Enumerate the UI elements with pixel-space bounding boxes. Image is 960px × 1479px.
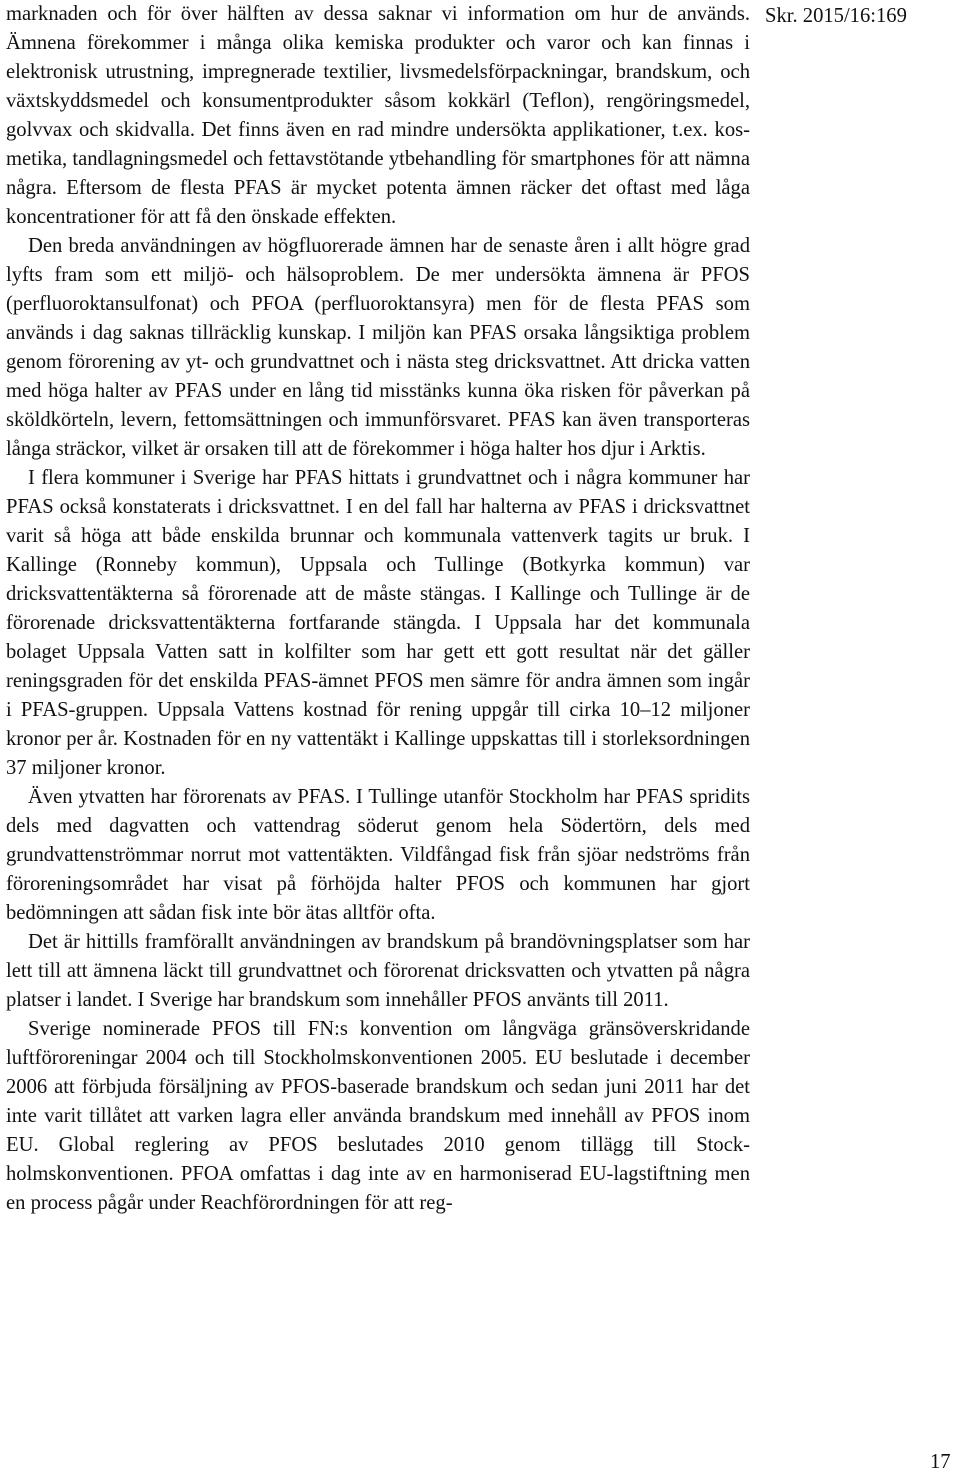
paragraph-2: Den breda användningen av högfluorerade ämnen har de senaste åren i allt högre grad lyfts fram som ett miljö- och hälsoproblem. De mer undersökta ämnena är PFOS (perfluoroktansulfonat) och PFOA (perfluoroktansyra) men för de flesta PFAS som används i dag saknas tillräcklig kunskap. I miljön kan PFAS orsaka långsiktiga problem genom förorening av yt- och grundvattnet och i nästa steg dricksvattnet. Att dricka vatten med höga halter av PFAS under en lång tid misstänks kunna öka risken för påverkan på sköldkörteln, levern, fettomsättningen och immunförsvaret. PFAS kan även transporteras långa sträckor, vilket är orsaken till att de förekommer i höga halter hos djur i Arktis. [6,235,750,460]
paragraph-4: Även ytvatten har förorenats av PFAS. I Tullinge utanför Stockholm har PFAS spridits dels med dagvatten och vattendrag söderut genom hela Södertörn, dels med grundvattenströmmar norrut mot vattentäkten. Vildfångad fisk från sjöar nedströms från föroreningsområdet har visat på förhöjda halter PFOS och kommunen har gjort bedömningen att sådan fisk inte bör ätas alltför ofta. [6,786,750,924]
page-number: 17 [930,1451,951,1473]
paragraph-5: Det är hittills framförallt användningen av brandskum på brandövningsplatser som har lett till att ämnena läckt till grundvattnet och förorenat dricksvatten och ytvatten på några platser i landet. I Sverige har brandskum som innehåller PFOS använts till 2011. [6,931,750,1011]
document-reference: Skr. 2015/16:169 [765,5,907,27]
paragraph-1: marknaden och för över hälften av dessa saknar vi information om hur de används. Ämnena förekommer i många olika kemiska produkter och varor och kan finnas i elektronisk utrustning, impregnerade textilier, livsmedelsförpackningar, brandskum, och växtskyddsmedel och konsumentprodukter såsom kokkärl (Teflon), rengöringsmedel, golvvax och skidvalla. Det finns även en rad mindre undersökta applikationer, t.ex. kosmetika, tandlagningsmedel och fettavstötande ytbehandling för smartphones för att nämna några. Eftersom de flesta PFAS är mycket potenta ämnen räcker det oftast med låga koncentrationer för att få den önskade effekten. [6,3,750,228]
paragraph-6: Sverige nominerade PFOS till FN:s konvention om långväga gränsöverskridande luftföroreningar 2004 och till Stockholmskonventionen 2005. EU beslutade i december 2006 att förbjuda försäljning av PFOS-baserade brandskum och sedan juni 2011 har det inte varit tillåtet att varken lagra eller använda brandskum med innehåll av PFOS inom EU. Global reglering av PFOS beslutades 2010 genom tillägg till Stockholmskonventionen. PFOA omfattas i dag inte av en harmoniserad EU-lagstiftning men en process pågår under Reachförordningen för att reg- [6,1018,750,1214]
paragraph-3: I flera kommuner i Sverige har PFAS hittats i grundvattnet och i några kommuner har PFAS också konstaterats i dricksvattnet. I en del fall har halterna av PFAS i dricksvattnet varit så höga att både enskilda brunnar och kommunala vattenverk tagits ur bruk. I Kallinge (Ronneby kommun), Uppsala och Tullinge (Botkyrka kommun) var dricksvattentäkterna så förorenade att de måste stängas. I Kallinge och Tullinge är de förorenade dricksvattentäkterna fortfarande stängda. I Uppsala har det kommunala bolaget Uppsala Vatten satt in kolfilter som har gett ett gott resultat när det gäller reningsgraden för det enskilda PFAS-ämnet PFOS men sämre för andra ämnen som ingår i PFAS-gruppen. Uppsala Vattens kostnad för rening uppgår till cirka 10–12 miljoner kronor per år. Kostnaden för en ny vattentäkt i Kallinge uppskattas till i storleksordningen 37 miljoner kronor. [6,467,750,779]
body-text-column [6,0,750,1218]
